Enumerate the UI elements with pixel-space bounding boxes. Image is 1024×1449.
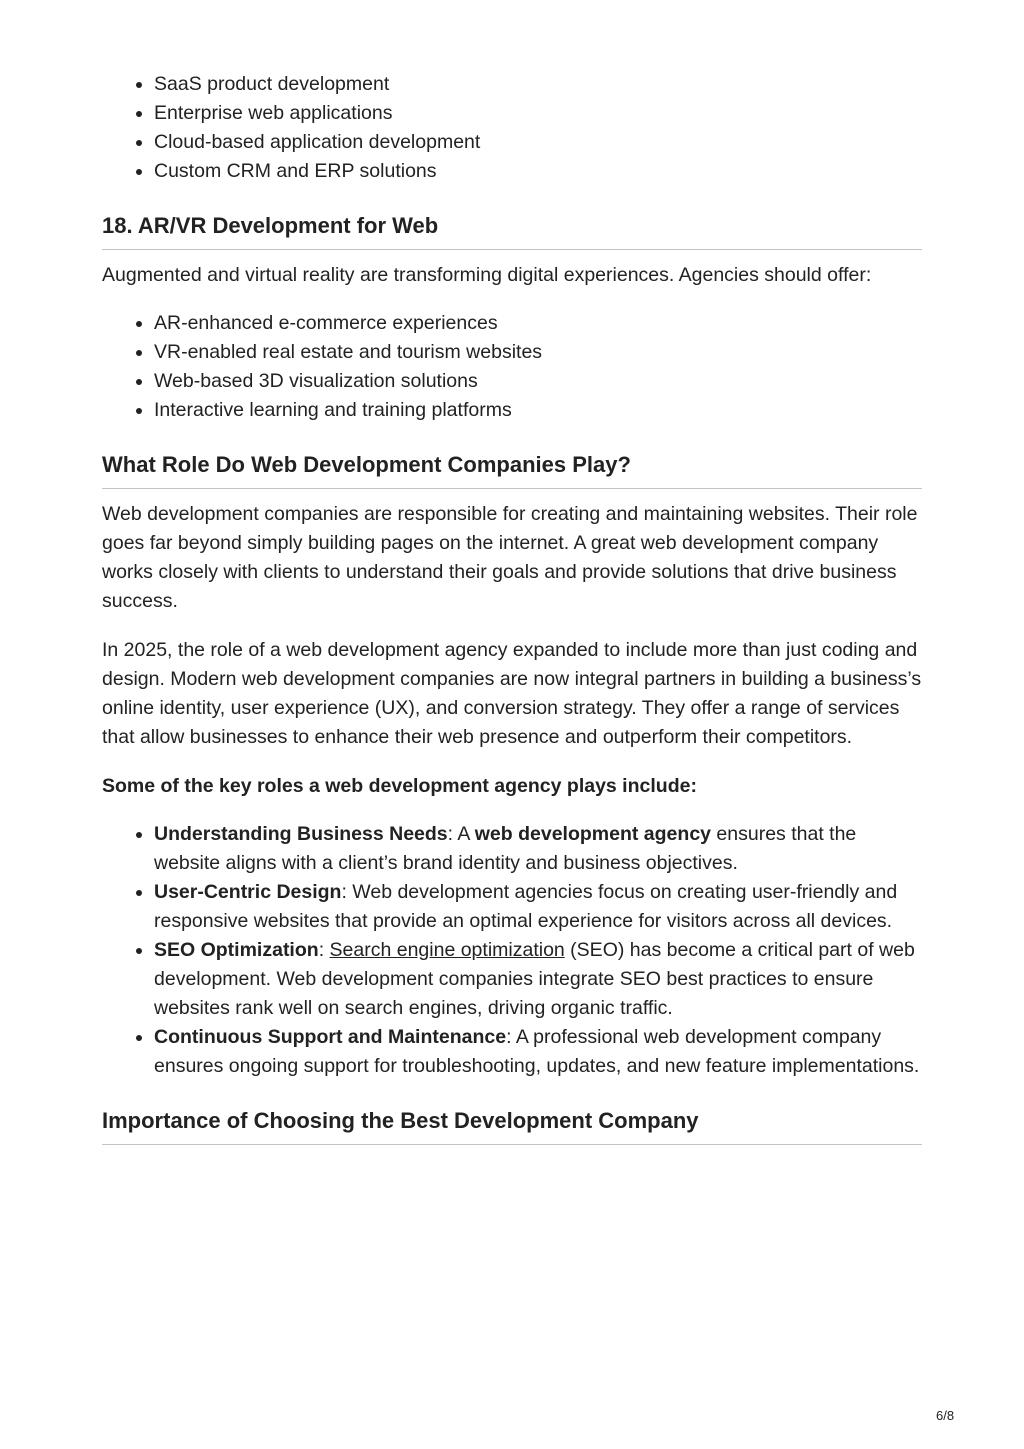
term-label: SEO Optimization (154, 939, 319, 961)
list-item: Cloud-based application development (154, 128, 922, 157)
section-heading-ar-vr: 18. AR/VR Development for Web (102, 211, 922, 250)
services-list (102, 70, 922, 186)
item-text: : Web development agencies focus on creating user-friendly and responsive websites that provide an optimal experience for visitors across all devices. (154, 881, 898, 932)
term-label: web development agency (474, 823, 712, 845)
list-item: AR-enhanced e-commerce experiences (154, 309, 922, 338)
key-roles-label (102, 772, 922, 801)
item-text: : (318, 939, 330, 961)
role-paragraph-1: Web development companies are responsible for creating and maintaining websites. Their role goes far beyond simply building pages on the internet. A great web development company works closely with clients to understand their goals and provide solutions that drive business success. (102, 503, 918, 612)
term-label: Understanding Business Needs (154, 823, 448, 845)
list-item: VR-enabled real estate and tourism websites (154, 338, 922, 367)
list-item-business-needs (154, 820, 922, 878)
list-item-seo-optimization (154, 936, 922, 1023)
key-roles-list (102, 820, 922, 1081)
item-text: : A (447, 823, 475, 845)
seo-link[interactable]: Search engine optimization (329, 939, 565, 961)
list-item-user-centric-design (154, 878, 922, 936)
key-roles-label-text: Some of the key roles a web development agency plays include: (102, 775, 697, 797)
list-item: SaaS product development (154, 70, 922, 99)
section-heading-importance: Importance of Choosing the Best Development Company (102, 1106, 922, 1145)
list-item-support-maintenance (154, 1023, 922, 1081)
document-page (102, 70, 922, 1145)
section-heading-role: What Role Do Web Development Companies Play? (102, 450, 922, 489)
list-item: Interactive learning and training platforms (154, 396, 922, 425)
page-number: 6/8 (936, 1408, 955, 1423)
ar-vr-intro: Augmented and virtual reality are transforming digital experiences. Agencies should offer: (102, 264, 872, 286)
item-text: ensures that the website aligns with a client’s brand identity and business objectives. (154, 823, 857, 874)
item-text: (SEO) has become a critical part of web development. Web development companies integrate SEO best practices to ensure websites rank well on search engines, driving organic traffic. (154, 939, 915, 1019)
list-item: Custom CRM and ERP solutions (154, 157, 922, 186)
list-item: Enterprise web applications (154, 99, 922, 128)
item-text: : A professional web development company ensures ongoing support for troubleshooting, updates, and new feature implementations. (154, 1026, 920, 1077)
role-paragraph-2: In 2025, the role of a web development agency expanded to include more than just coding and design. Modern web development companies are now integral partners in building a business’s online identity, user experience (UX), and conversion strategy. They offer a range of services that allow businesses to enhance their web presence and outperform their competitors. (102, 639, 922, 748)
term-label: User-Centric Design (154, 881, 342, 903)
term-label: Continuous Support and Maintenance (154, 1026, 507, 1048)
list-item: Web-based 3D visualization solutions (154, 367, 922, 396)
ar-vr-list (102, 309, 922, 425)
